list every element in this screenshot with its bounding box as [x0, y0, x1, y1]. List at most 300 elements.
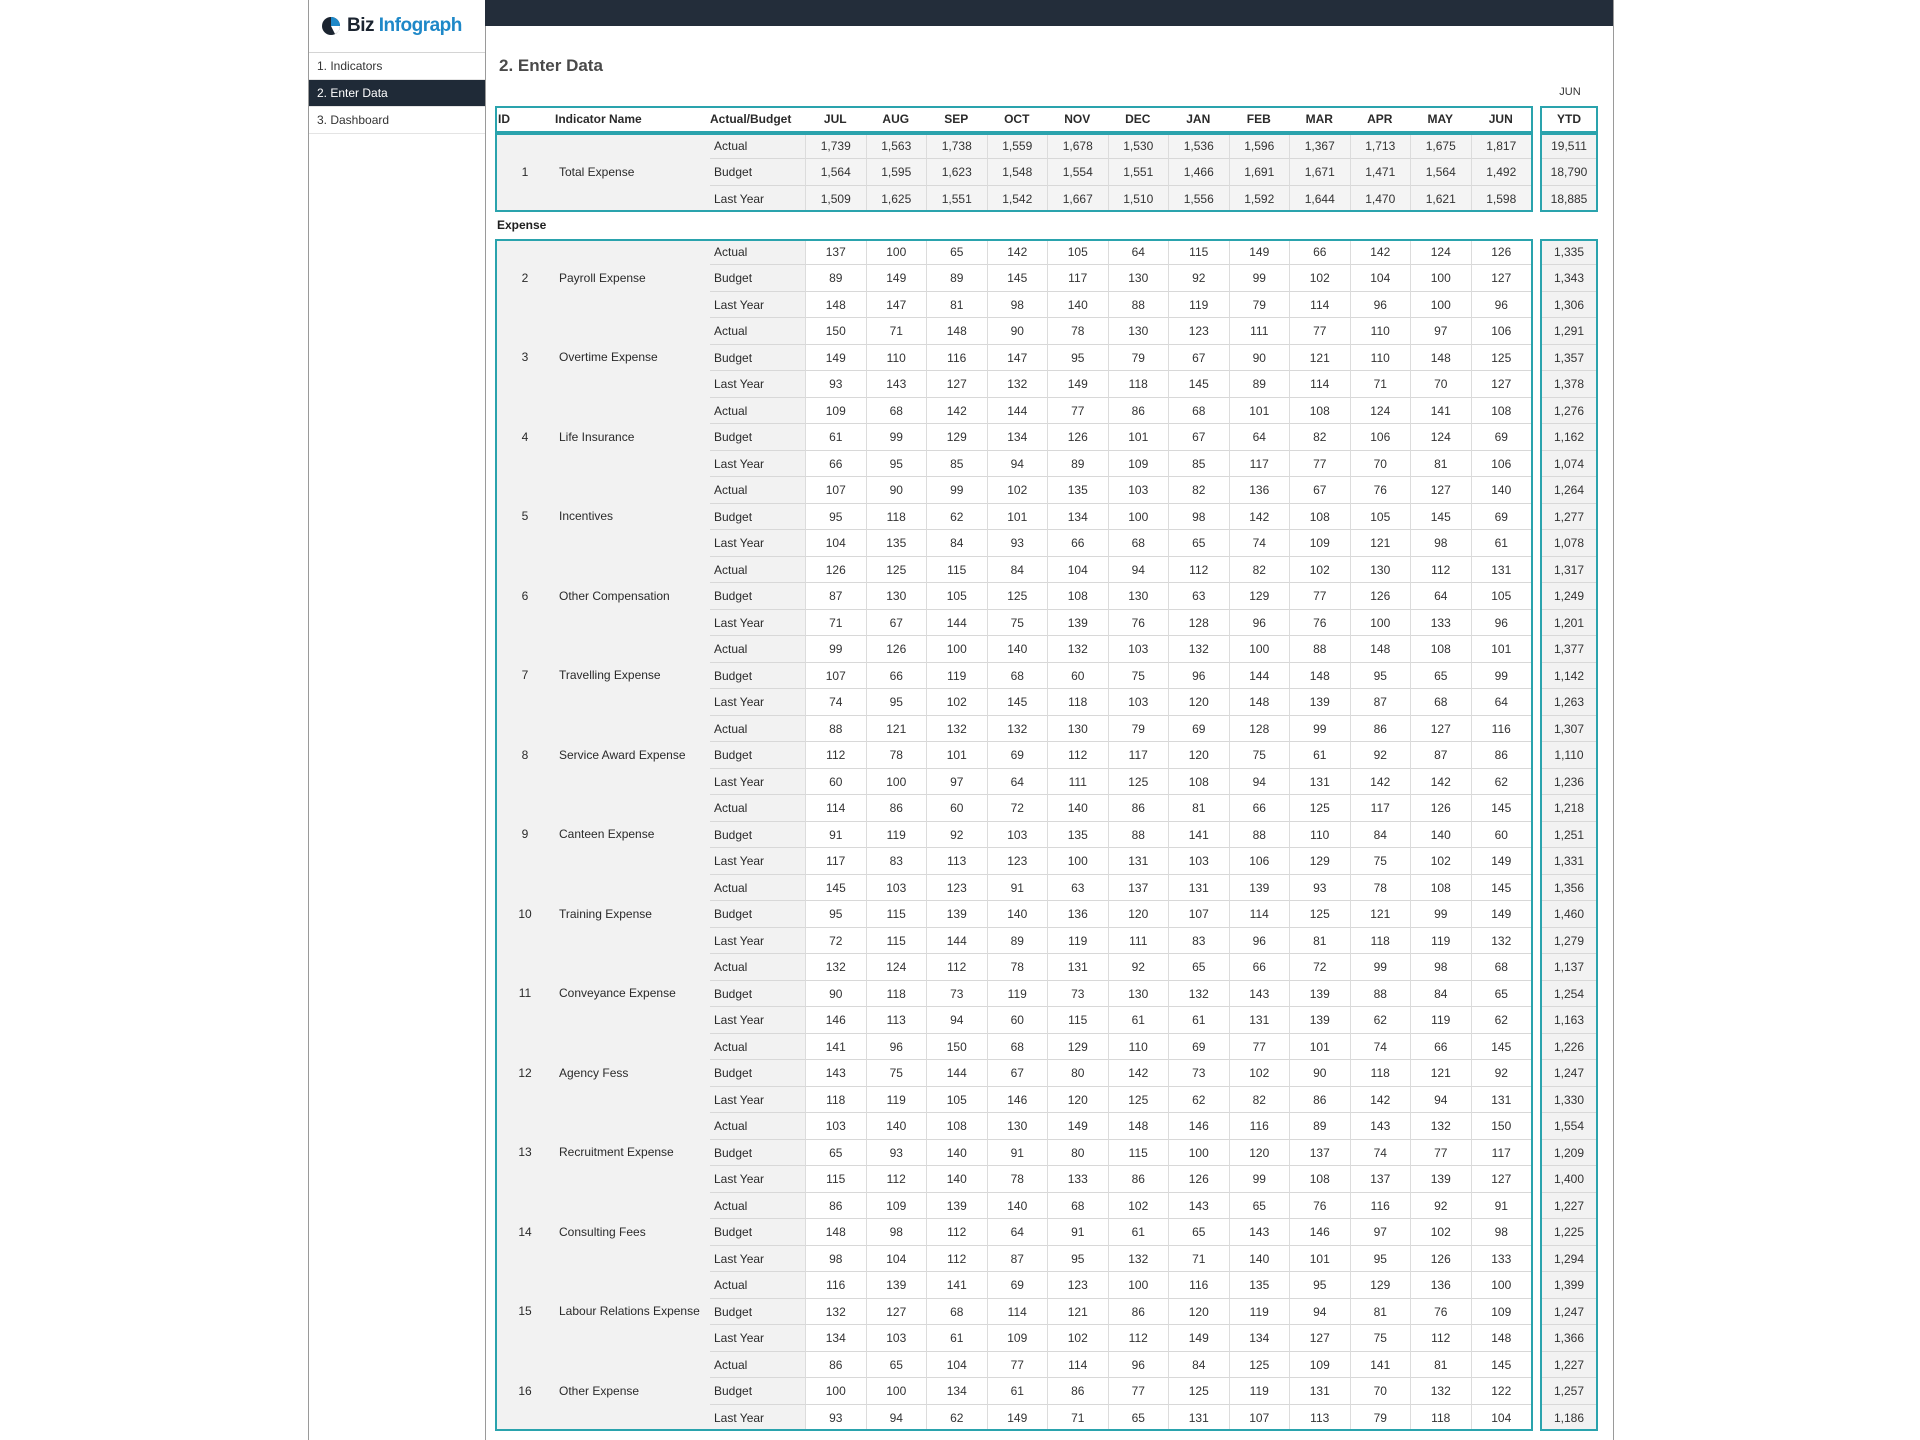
value-cell[interactable]: 108 [1410, 636, 1471, 663]
value-cell[interactable]: 79 [1229, 292, 1290, 319]
value-cell[interactable]: 82 [1229, 1087, 1290, 1114]
value-cell[interactable]: 82 [1229, 557, 1290, 584]
value-cell[interactable]: 1,492 [1471, 159, 1532, 186]
value-cell[interactable]: 69 [1471, 424, 1532, 451]
value-cell[interactable]: 93 [987, 530, 1048, 557]
value-cell[interactable]: 131 [1289, 1378, 1350, 1405]
value-cell[interactable]: 144 [926, 610, 987, 637]
value-cell[interactable]: 128 [1168, 610, 1229, 637]
value-cell[interactable]: 68 [1047, 1193, 1108, 1220]
value-cell[interactable]: 66 [1047, 530, 1108, 557]
value-cell[interactable]: 93 [805, 371, 866, 398]
value-cell[interactable]: 149 [1047, 1113, 1108, 1140]
value-cell[interactable]: 123 [1168, 318, 1229, 345]
value-cell[interactable]: 92 [1471, 1060, 1532, 1087]
value-cell[interactable]: 86 [866, 795, 927, 822]
value-cell[interactable]: 140 [1047, 795, 1108, 822]
value-cell[interactable]: 136 [1229, 477, 1290, 504]
value-cell[interactable]: 143 [1229, 1219, 1290, 1246]
value-cell[interactable]: 60 [1047, 663, 1108, 690]
value-cell[interactable]: 71 [866, 318, 927, 345]
value-cell[interactable]: 149 [1047, 371, 1108, 398]
value-cell[interactable]: 121 [1350, 530, 1411, 557]
value-cell[interactable]: 131 [1229, 1007, 1290, 1034]
value-cell[interactable]: 135 [1047, 822, 1108, 849]
value-cell[interactable]: 1,738 [926, 133, 987, 160]
value-cell[interactable]: 131 [1471, 557, 1532, 584]
value-cell[interactable]: 65 [1410, 663, 1471, 690]
value-cell[interactable]: 129 [926, 424, 987, 451]
value-cell[interactable]: 119 [1047, 928, 1108, 955]
value-cell[interactable]: 132 [1410, 1378, 1471, 1405]
value-cell[interactable]: 131 [1168, 875, 1229, 902]
value-cell[interactable]: 68 [926, 1299, 987, 1326]
value-cell[interactable]: 70 [1350, 1378, 1411, 1405]
value-cell[interactable]: 125 [1289, 901, 1350, 928]
value-cell[interactable]: 124 [1410, 424, 1471, 451]
value-cell[interactable]: 90 [805, 981, 866, 1008]
value-cell[interactable]: 78 [987, 1166, 1048, 1193]
value-cell[interactable]: 145 [987, 265, 1048, 292]
value-cell[interactable]: 1,564 [805, 159, 866, 186]
value-cell[interactable]: 145 [1471, 1352, 1532, 1379]
value-cell[interactable]: 111 [1108, 928, 1169, 955]
value-cell[interactable]: 131 [1471, 1087, 1532, 1114]
value-cell[interactable]: 88 [1108, 822, 1169, 849]
value-cell[interactable]: 148 [805, 292, 866, 319]
value-cell[interactable]: 112 [1410, 1325, 1471, 1352]
value-cell[interactable]: 120 [1108, 901, 1169, 928]
value-cell[interactable]: 1,817 [1471, 133, 1532, 160]
value-cell[interactable]: 121 [1350, 901, 1411, 928]
value-cell[interactable]: 120 [1047, 1087, 1108, 1114]
value-cell[interactable]: 134 [926, 1378, 987, 1405]
value-cell[interactable]: 92 [1108, 954, 1169, 981]
value-cell[interactable]: 149 [805, 345, 866, 372]
value-cell[interactable]: 112 [866, 1166, 927, 1193]
value-cell[interactable]: 86 [1289, 1087, 1350, 1114]
value-cell[interactable]: 1,713 [1350, 133, 1411, 160]
value-cell[interactable]: 90 [1229, 345, 1290, 372]
value-cell[interactable]: 105 [1471, 583, 1532, 610]
value-cell[interactable]: 132 [1168, 981, 1229, 1008]
value-cell[interactable]: 119 [1410, 1007, 1471, 1034]
value-cell[interactable]: 149 [866, 265, 927, 292]
value-cell[interactable]: 96 [1229, 610, 1290, 637]
value-cell[interactable]: 63 [1168, 583, 1229, 610]
value-cell[interactable]: 1,536 [1168, 133, 1229, 160]
value-cell[interactable]: 77 [1289, 583, 1350, 610]
value-cell[interactable]: 63 [1047, 875, 1108, 902]
value-cell[interactable]: 103 [1108, 477, 1169, 504]
value-cell[interactable]: 67 [1168, 345, 1229, 372]
value-cell[interactable]: 139 [1289, 689, 1350, 716]
value-cell[interactable]: 88 [805, 716, 866, 743]
value-cell[interactable]: 143 [1168, 1193, 1229, 1220]
value-cell[interactable]: 123 [1047, 1272, 1108, 1299]
value-cell[interactable]: 1,509 [805, 186, 866, 213]
value-cell[interactable]: 86 [805, 1193, 866, 1220]
value-cell[interactable]: 101 [987, 504, 1048, 531]
value-cell[interactable]: 142 [1229, 504, 1290, 531]
app-logo[interactable] [309, 0, 485, 53]
value-cell[interactable]: 127 [1410, 477, 1471, 504]
value-cell[interactable]: 139 [1229, 875, 1290, 902]
value-cell[interactable]: 102 [1410, 848, 1471, 875]
value-cell[interactable]: 65 [1108, 1405, 1169, 1432]
value-cell[interactable]: 98 [805, 1246, 866, 1273]
value-cell[interactable]: 112 [1410, 557, 1471, 584]
value-cell[interactable]: 134 [1047, 504, 1108, 531]
value-cell[interactable]: 67 [1168, 424, 1229, 451]
value-cell[interactable]: 130 [1108, 981, 1169, 1008]
value-cell[interactable]: 64 [1108, 239, 1169, 266]
value-cell[interactable]: 119 [1229, 1378, 1290, 1405]
value-cell[interactable]: 65 [1471, 981, 1532, 1008]
value-cell[interactable]: 125 [1289, 795, 1350, 822]
value-cell[interactable]: 95 [1289, 1272, 1350, 1299]
value-cell[interactable]: 118 [1350, 1060, 1411, 1087]
value-cell[interactable]: 140 [926, 1166, 987, 1193]
value-cell[interactable]: 103 [987, 822, 1048, 849]
value-cell[interactable]: 76 [1108, 610, 1169, 637]
value-cell[interactable]: 126 [1047, 424, 1108, 451]
value-cell[interactable]: 137 [1350, 1166, 1411, 1193]
value-cell[interactable]: 125 [1229, 1352, 1290, 1379]
value-cell[interactable]: 86 [1108, 398, 1169, 425]
value-cell[interactable]: 64 [1410, 583, 1471, 610]
value-cell[interactable]: 110 [1108, 1034, 1169, 1061]
value-cell[interactable]: 123 [926, 875, 987, 902]
value-cell[interactable]: 136 [1047, 901, 1108, 928]
value-cell[interactable]: 118 [866, 504, 927, 531]
value-cell[interactable]: 61 [1289, 742, 1350, 769]
value-cell[interactable]: 84 [1350, 822, 1411, 849]
value-cell[interactable]: 140 [987, 1193, 1048, 1220]
value-cell[interactable]: 124 [866, 954, 927, 981]
value-cell[interactable]: 1,470 [1350, 186, 1411, 213]
value-cell[interactable]: 94 [1229, 769, 1290, 796]
value-cell[interactable]: 134 [987, 424, 1048, 451]
value-cell[interactable]: 147 [866, 292, 927, 319]
value-cell[interactable]: 78 [1047, 318, 1108, 345]
value-cell[interactable]: 134 [1229, 1325, 1290, 1352]
value-cell[interactable]: 108 [1289, 398, 1350, 425]
value-cell[interactable]: 100 [1047, 848, 1108, 875]
value-cell[interactable]: 95 [866, 689, 927, 716]
value-cell[interactable]: 71 [1168, 1246, 1229, 1273]
value-cell[interactable]: 1,592 [1229, 186, 1290, 213]
value-cell[interactable]: 61 [1108, 1007, 1169, 1034]
value-cell[interactable]: 62 [1471, 1007, 1532, 1034]
value-cell[interactable]: 107 [805, 477, 866, 504]
value-cell[interactable]: 100 [1410, 292, 1471, 319]
value-cell[interactable]: 109 [1289, 1352, 1350, 1379]
value-cell[interactable]: 137 [805, 239, 866, 266]
value-cell[interactable]: 67 [1289, 477, 1350, 504]
value-cell[interactable]: 118 [1350, 928, 1411, 955]
value-cell[interactable]: 98 [1168, 504, 1229, 531]
value-cell[interactable]: 73 [1047, 981, 1108, 1008]
value-cell[interactable]: 117 [1229, 451, 1290, 478]
value-cell[interactable]: 83 [866, 848, 927, 875]
value-cell[interactable]: 131 [1289, 769, 1350, 796]
value-cell[interactable]: 95 [805, 504, 866, 531]
value-cell[interactable]: 96 [866, 1034, 927, 1061]
value-cell[interactable]: 70 [1350, 451, 1411, 478]
value-cell[interactable]: 142 [1350, 1087, 1411, 1114]
value-cell[interactable]: 127 [1471, 371, 1532, 398]
value-cell[interactable]: 1,675 [1410, 133, 1471, 160]
value-cell[interactable]: 1,530 [1108, 133, 1169, 160]
value-cell[interactable]: 145 [805, 875, 866, 902]
value-cell[interactable]: 98 [1410, 530, 1471, 557]
value-cell[interactable]: 88 [1350, 981, 1411, 1008]
value-cell[interactable]: 130 [1108, 318, 1169, 345]
value-cell[interactable]: 143 [1229, 981, 1290, 1008]
value-cell[interactable]: 74 [1229, 530, 1290, 557]
value-cell[interactable]: 140 [1047, 292, 1108, 319]
value-cell[interactable]: 145 [1471, 875, 1532, 902]
value-cell[interactable]: 69 [987, 742, 1048, 769]
value-cell[interactable]: 131 [1108, 848, 1169, 875]
value-cell[interactable]: 125 [1108, 1087, 1169, 1114]
value-cell[interactable]: 65 [1168, 530, 1229, 557]
value-cell[interactable]: 110 [1350, 345, 1411, 372]
value-cell[interactable]: 98 [1410, 954, 1471, 981]
value-cell[interactable]: 95 [1350, 1246, 1411, 1273]
value-cell[interactable]: 130 [987, 1113, 1048, 1140]
value-cell[interactable]: 142 [1410, 769, 1471, 796]
value-cell[interactable]: 81 [1168, 795, 1229, 822]
value-cell[interactable]: 91 [1471, 1193, 1532, 1220]
value-cell[interactable]: 69 [1168, 716, 1229, 743]
value-cell[interactable]: 146 [987, 1087, 1048, 1114]
value-cell[interactable]: 115 [805, 1166, 866, 1193]
value-cell[interactable]: 89 [1289, 1113, 1350, 1140]
value-cell[interactable]: 69 [987, 1272, 1048, 1299]
value-cell[interactable]: 73 [926, 981, 987, 1008]
value-cell[interactable]: 103 [805, 1113, 866, 1140]
value-cell[interactable]: 119 [866, 822, 927, 849]
value-cell[interactable]: 142 [987, 239, 1048, 266]
value-cell[interactable]: 99 [926, 477, 987, 504]
value-cell[interactable]: 77 [1289, 318, 1350, 345]
value-cell[interactable]: 132 [1168, 636, 1229, 663]
value-cell[interactable]: 105 [926, 583, 987, 610]
value-cell[interactable]: 106 [1229, 848, 1290, 875]
value-cell[interactable]: 101 [1289, 1034, 1350, 1061]
value-cell[interactable]: 103 [1168, 848, 1229, 875]
value-cell[interactable]: 98 [987, 292, 1048, 319]
value-cell[interactable]: 115 [866, 928, 927, 955]
value-cell[interactable]: 114 [1289, 371, 1350, 398]
value-cell[interactable]: 100 [1108, 1272, 1169, 1299]
value-cell[interactable]: 103 [866, 875, 927, 902]
nav-item-2[interactable]: 2. Enter Data [309, 80, 485, 107]
value-cell[interactable]: 102 [1229, 1060, 1290, 1087]
value-cell[interactable]: 89 [805, 265, 866, 292]
value-cell[interactable]: 132 [1108, 1246, 1169, 1273]
value-cell[interactable]: 125 [987, 583, 1048, 610]
value-cell[interactable]: 71 [1350, 371, 1411, 398]
value-cell[interactable]: 65 [1168, 954, 1229, 981]
value-cell[interactable]: 65 [1229, 1193, 1290, 1220]
value-cell[interactable]: 114 [987, 1299, 1048, 1326]
value-cell[interactable]: 95 [1350, 663, 1411, 690]
value-cell[interactable]: 72 [805, 928, 866, 955]
value-cell[interactable]: 143 [1350, 1113, 1411, 1140]
value-cell[interactable]: 74 [1350, 1140, 1411, 1167]
value-cell[interactable]: 109 [1108, 451, 1169, 478]
value-cell[interactable]: 100 [1471, 1272, 1532, 1299]
value-cell[interactable]: 84 [926, 530, 987, 557]
value-cell[interactable]: 126 [1410, 1246, 1471, 1273]
value-cell[interactable]: 149 [987, 1405, 1048, 1432]
value-cell[interactable]: 117 [1350, 795, 1411, 822]
value-cell[interactable]: 1,625 [866, 186, 927, 213]
value-cell[interactable]: 1,556 [1168, 186, 1229, 213]
value-cell[interactable]: 150 [1471, 1113, 1532, 1140]
value-cell[interactable]: 148 [1471, 1325, 1532, 1352]
value-cell[interactable]: 69 [1471, 504, 1532, 531]
value-cell[interactable]: 136 [1410, 1272, 1471, 1299]
value-cell[interactable]: 112 [1168, 557, 1229, 584]
value-cell[interactable]: 66 [1229, 795, 1290, 822]
value-cell[interactable]: 1,548 [987, 159, 1048, 186]
value-cell[interactable]: 61 [805, 424, 866, 451]
value-cell[interactable]: 106 [1471, 451, 1532, 478]
value-cell[interactable]: 145 [1168, 371, 1229, 398]
value-cell[interactable]: 132 [987, 371, 1048, 398]
value-cell[interactable]: 107 [1168, 901, 1229, 928]
value-cell[interactable]: 92 [926, 822, 987, 849]
value-cell[interactable]: 95 [1047, 345, 1108, 372]
value-cell[interactable]: 101 [1229, 398, 1290, 425]
value-cell[interactable]: 1,739 [805, 133, 866, 160]
value-cell[interactable]: 109 [866, 1193, 927, 1220]
value-cell[interactable]: 60 [987, 1007, 1048, 1034]
value-cell[interactable]: 99 [1350, 954, 1411, 981]
value-cell[interactable]: 140 [866, 1113, 927, 1140]
value-cell[interactable]: 103 [1108, 636, 1169, 663]
value-cell[interactable]: 100 [1168, 1140, 1229, 1167]
value-cell[interactable]: 140 [1471, 477, 1532, 504]
value-cell[interactable]: 98 [866, 1219, 927, 1246]
value-cell[interactable]: 85 [1168, 451, 1229, 478]
value-cell[interactable]: 86 [1108, 1299, 1169, 1326]
value-cell[interactable]: 127 [866, 1299, 927, 1326]
value-cell[interactable]: 111 [1229, 318, 1290, 345]
value-cell[interactable]: 127 [1471, 1166, 1532, 1193]
value-cell[interactable]: 139 [1289, 1007, 1350, 1034]
value-cell[interactable]: 132 [805, 1299, 866, 1326]
value-cell[interactable]: 116 [1350, 1193, 1411, 1220]
value-cell[interactable]: 112 [1108, 1325, 1169, 1352]
value-cell[interactable]: 64 [1471, 689, 1532, 716]
value-cell[interactable]: 130 [1108, 583, 1169, 610]
value-cell[interactable]: 116 [1229, 1113, 1290, 1140]
value-cell[interactable]: 65 [1168, 1219, 1229, 1246]
value-cell[interactable]: 71 [805, 610, 866, 637]
value-cell[interactable]: 109 [987, 1325, 1048, 1352]
value-cell[interactable]: 118 [1108, 371, 1169, 398]
value-cell[interactable]: 148 [805, 1219, 866, 1246]
value-cell[interactable]: 75 [1108, 663, 1169, 690]
value-cell[interactable]: 139 [1410, 1166, 1471, 1193]
value-cell[interactable]: 143 [805, 1060, 866, 1087]
value-cell[interactable]: 81 [1350, 1299, 1411, 1326]
value-cell[interactable]: 144 [926, 1060, 987, 1087]
value-cell[interactable]: 149 [1229, 239, 1290, 266]
value-cell[interactable]: 78 [866, 742, 927, 769]
value-cell[interactable]: 122 [1471, 1378, 1532, 1405]
value-cell[interactable]: 118 [805, 1087, 866, 1114]
value-cell[interactable]: 99 [1471, 663, 1532, 690]
value-cell[interactable]: 75 [987, 610, 1048, 637]
value-cell[interactable]: 95 [805, 901, 866, 928]
value-cell[interactable]: 99 [1229, 265, 1290, 292]
value-cell[interactable]: 1,691 [1229, 159, 1290, 186]
value-cell[interactable]: 115 [926, 557, 987, 584]
value-cell[interactable]: 99 [805, 636, 866, 663]
value-cell[interactable]: 146 [1168, 1113, 1229, 1140]
value-cell[interactable]: 132 [1410, 1113, 1471, 1140]
value-cell[interactable]: 139 [866, 1272, 927, 1299]
value-cell[interactable]: 132 [1047, 636, 1108, 663]
value-cell[interactable]: 121 [1410, 1060, 1471, 1087]
value-cell[interactable]: 89 [1229, 371, 1290, 398]
value-cell[interactable]: 97 [1410, 318, 1471, 345]
value-cell[interactable]: 94 [1108, 557, 1169, 584]
value-cell[interactable]: 145 [1471, 1034, 1532, 1061]
value-cell[interactable]: 65 [805, 1140, 866, 1167]
value-cell[interactable]: 109 [1289, 530, 1350, 557]
value-cell[interactable]: 66 [866, 663, 927, 690]
value-cell[interactable]: 74 [1350, 1034, 1411, 1061]
value-cell[interactable]: 96 [1108, 1352, 1169, 1379]
value-cell[interactable]: 67 [987, 1060, 1048, 1087]
value-cell[interactable]: 148 [1350, 636, 1411, 663]
value-cell[interactable]: 133 [1047, 1166, 1108, 1193]
value-cell[interactable]: 116 [1168, 1272, 1229, 1299]
value-cell[interactable]: 103 [1108, 689, 1169, 716]
value-cell[interactable]: 126 [1350, 583, 1411, 610]
value-cell[interactable]: 91 [805, 822, 866, 849]
value-cell[interactable]: 77 [1289, 451, 1350, 478]
value-cell[interactable]: 97 [1350, 1219, 1411, 1246]
value-cell[interactable]: 117 [1047, 265, 1108, 292]
value-cell[interactable]: 68 [987, 1034, 1048, 1061]
value-cell[interactable]: 137 [1289, 1140, 1350, 1167]
value-cell[interactable]: 129 [1350, 1272, 1411, 1299]
value-cell[interactable]: 89 [926, 265, 987, 292]
value-cell[interactable]: 102 [1047, 1325, 1108, 1352]
value-cell[interactable]: 127 [1471, 265, 1532, 292]
value-cell[interactable]: 68 [1410, 689, 1471, 716]
value-cell[interactable]: 144 [1229, 663, 1290, 690]
value-cell[interactable]: 116 [926, 345, 987, 372]
nav-item-3[interactable]: 3. Dashboard [309, 107, 485, 134]
value-cell[interactable]: 102 [987, 477, 1048, 504]
value-cell[interactable]: 148 [1108, 1113, 1169, 1140]
value-cell[interactable]: 103 [866, 1325, 927, 1352]
value-cell[interactable]: 78 [1350, 875, 1411, 902]
value-cell[interactable]: 87 [1350, 689, 1411, 716]
value-cell[interactable]: 129 [1047, 1034, 1108, 1061]
value-cell[interactable]: 102 [1289, 557, 1350, 584]
value-cell[interactable]: 143 [866, 371, 927, 398]
